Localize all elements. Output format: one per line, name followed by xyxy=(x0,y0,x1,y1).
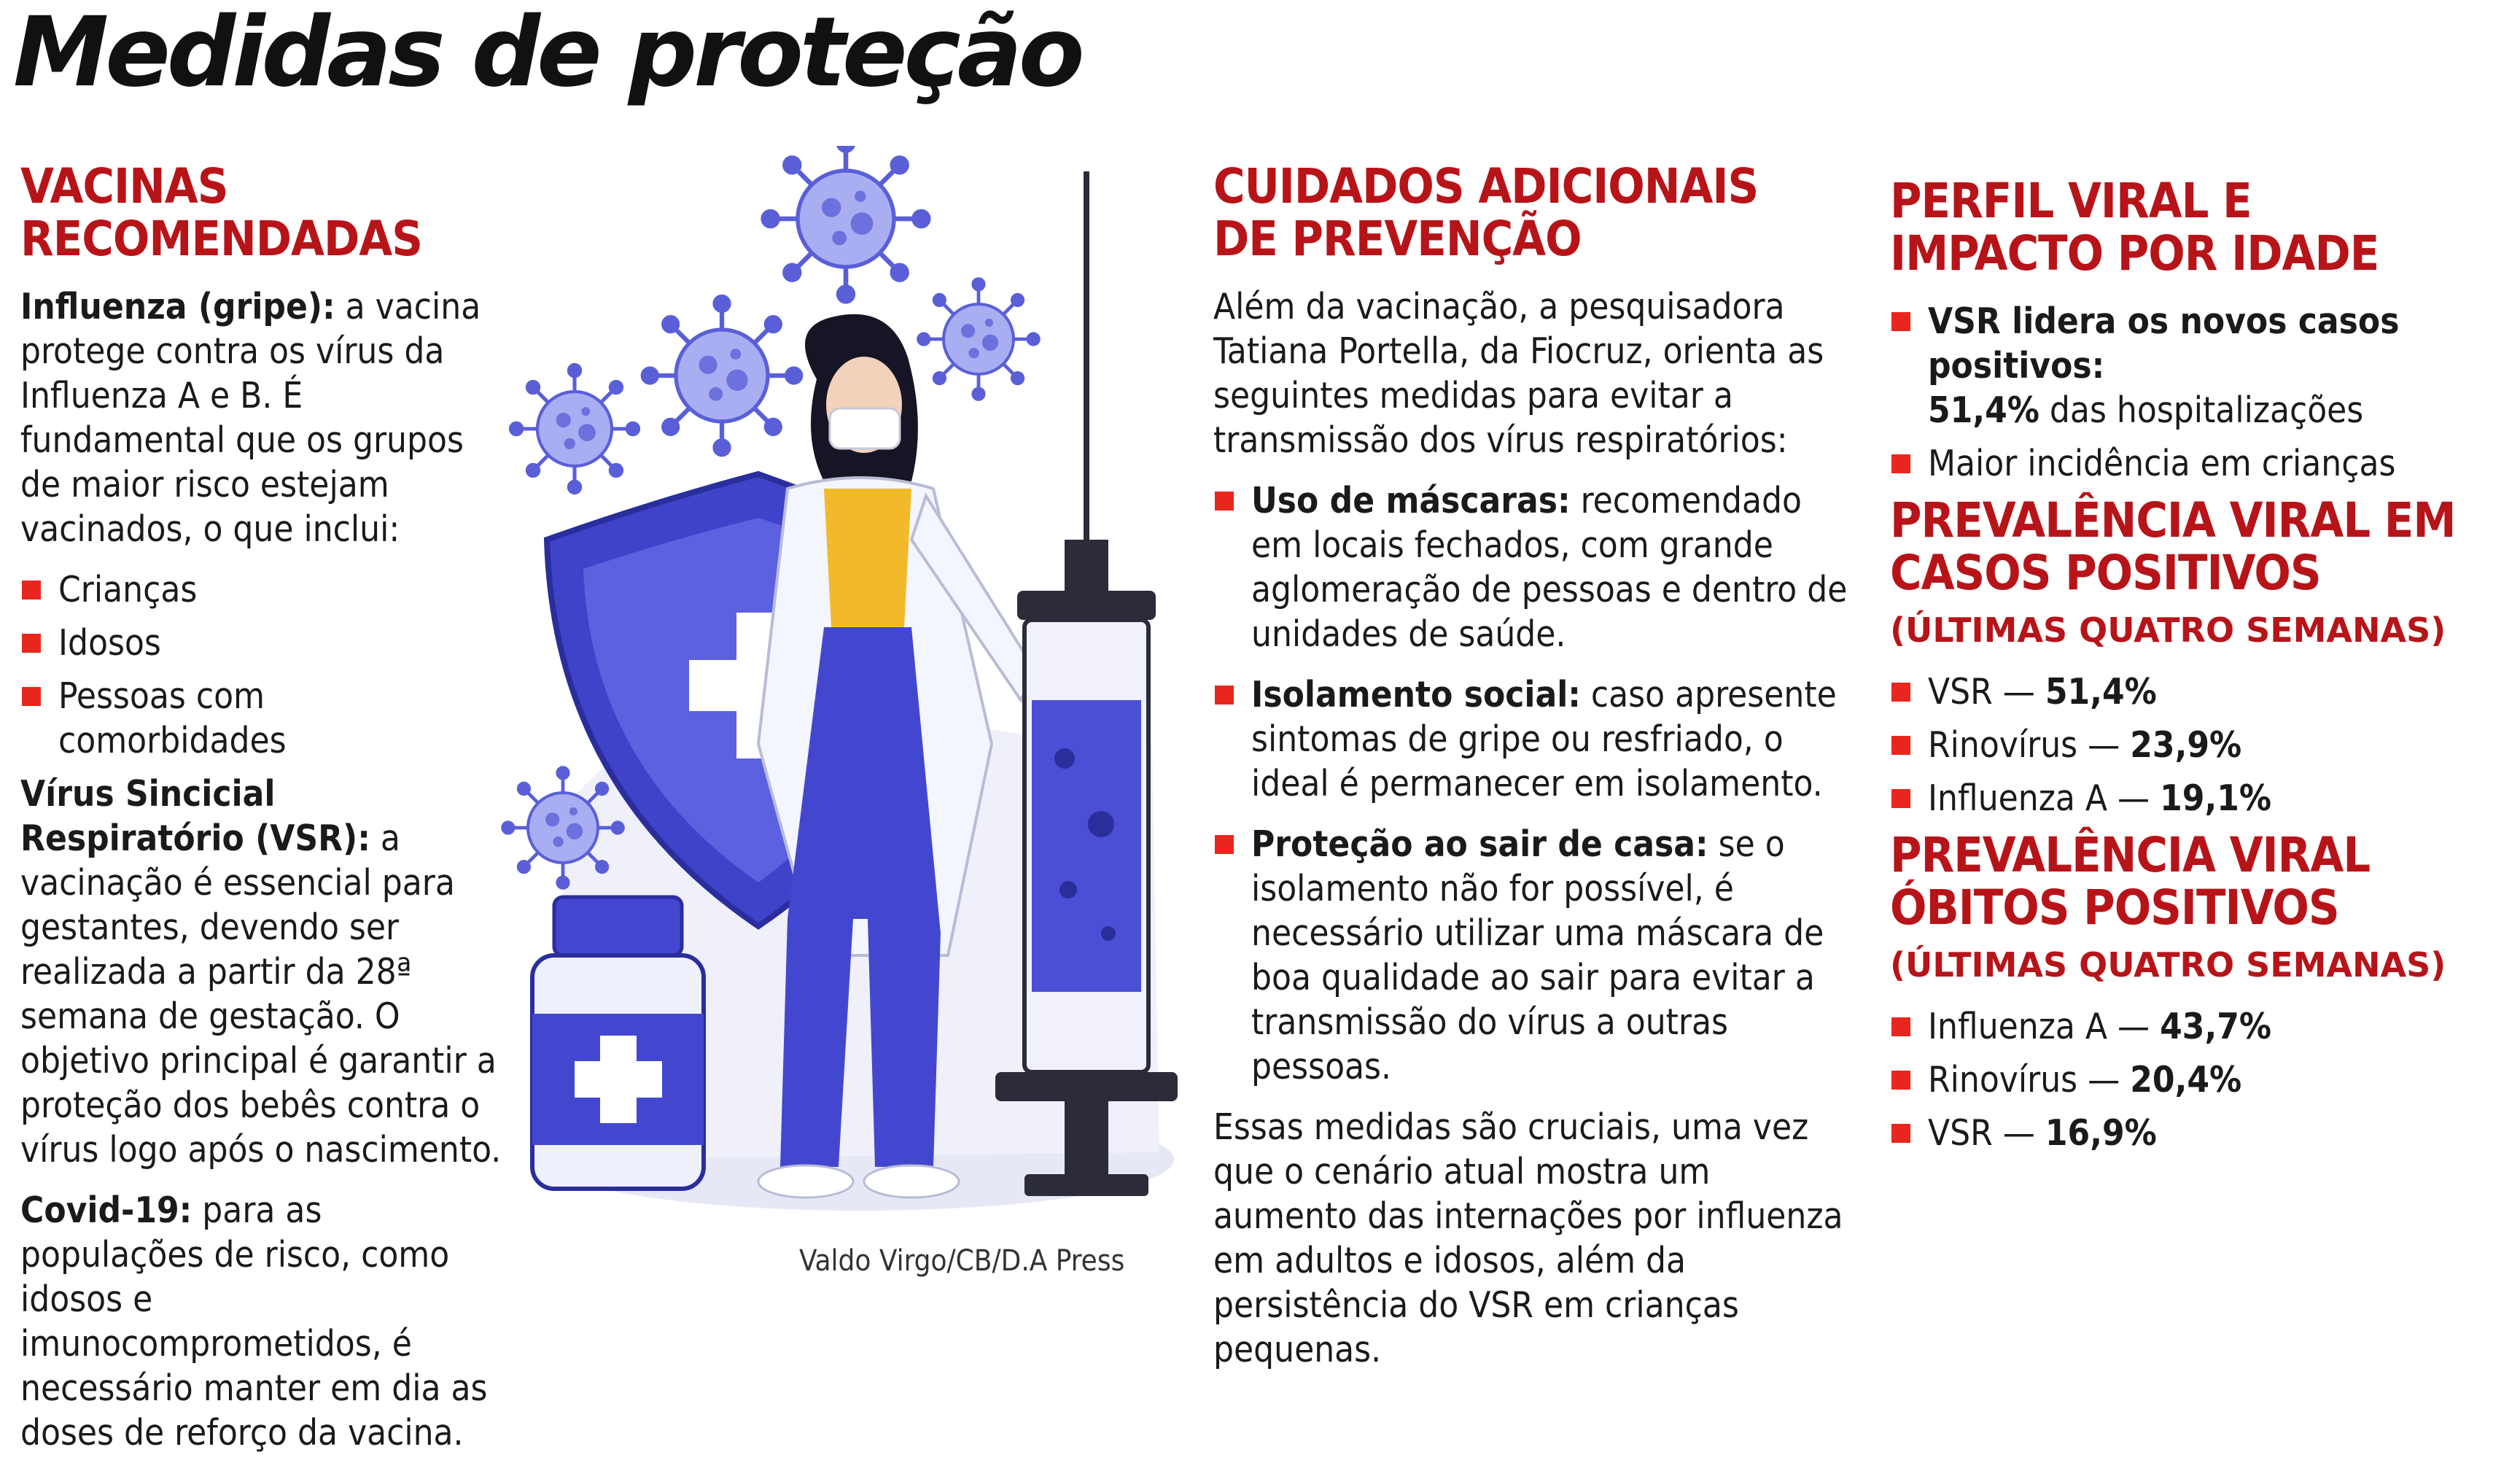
list-item: Pessoas com comorbidades xyxy=(20,674,502,763)
virus-icon xyxy=(919,279,1039,400)
vacinas-section xyxy=(20,160,502,1471)
list-item: VSR — 16,9% xyxy=(1890,1111,2502,1155)
list-item: Influenza A — 19,1% xyxy=(1890,776,2502,820)
perfil-list xyxy=(1890,299,2502,486)
syringe-icon xyxy=(995,171,1178,1196)
virus-icon xyxy=(510,365,638,492)
perfil-section xyxy=(1890,175,2502,1164)
vsr-paragraph: Vírus Sincicial Respiratório (VSR): a vacinação é essencial para gestantes, devendo ser realizada a partir da 28ª semana de gestação. O objetivo principal é garantir a proteção dos bebês contra o vírus logo após o nascimento. xyxy=(20,773,502,1171)
page-title: Medidas de proteção xyxy=(13,0,1081,109)
list-item: Idosos xyxy=(20,621,502,665)
cuidados-list xyxy=(1213,478,1855,1089)
obitos-heading: PREVALÊNCIA VIRAL ÓBITOS POSITIVOS xyxy=(1890,827,2371,936)
cuidados-heading: CUIDADOS ADICIONAIS DE PREVENÇÃO xyxy=(1213,158,1759,267)
cuidados-intro: Além da vacinação, a pesquisadora Tatiana Portella, da Fiocruz, orienta as seguintes medidas para evitar a transmissão dos vírus respiratórios: xyxy=(1213,286,1824,461)
vaccine-bottle-icon xyxy=(532,897,704,1189)
list-item: Influenza A — 43,7% xyxy=(1890,1004,2502,1049)
cuidados-section xyxy=(1213,160,1855,1388)
obitos-list xyxy=(1890,1004,2502,1155)
casos-subheading: (ÚLTIMAS QUATRO SEMANAS) xyxy=(1890,610,2446,650)
virus-icon xyxy=(503,768,623,888)
covid-paragraph: Covid-19: para as populações de risco, como idosos e imunocomprometidos, é necessário manter em dia as doses de reforço da vacina. xyxy=(20,1189,488,1453)
list-item: Uso de máscaras: recomendado em locais fechados, com grande aglomeração de pessoas e dentro de unidades de saúde. xyxy=(1213,478,1855,656)
vacinas-heading: VACINAS RECOMENDADAS xyxy=(20,158,422,267)
list-item: Rinovírus — 23,9% xyxy=(1890,723,2502,767)
virus-icon xyxy=(643,297,801,454)
list-item: Proteção ao sair de casa: se o isolamento não for possível, é necessário utilizar uma máscara de boa qualidade ao sair para evitar a transmissão do vírus a outras pessoas. xyxy=(1213,822,1855,1089)
list-item: Isolamento social: caso apresente sintomas de gripe ou resfriado, o ideal é permanecer em isolamento. xyxy=(1213,672,1855,806)
virus-icon xyxy=(763,146,929,301)
list-item: VSR lidera os novos casos positivos: 51,4% das hospitalizações xyxy=(1890,299,2502,432)
list-item: Maior incidência em crianças xyxy=(1890,441,2502,486)
cuidados-closing: Essas medidas são cruciais, uma vez que o cenário atual mostra um aumento das internações por influenza em adultos e idosos, além da persistência do VSR em crianças pequenas. xyxy=(1213,1106,1843,1370)
perfil-heading: PERFIL VIRAL E IMPACTO POR IDADE xyxy=(1890,173,2379,282)
list-item: Crianças xyxy=(20,567,502,612)
obitos-subheading: (ÚLTIMAS QUATRO SEMANAS) xyxy=(1890,945,2446,985)
list-item: Rinovírus — 20,4% xyxy=(1890,1057,2502,1102)
influenza-paragraph: Influenza (gripe): a vacina protege contra os vírus da Influenza A e B. É fundamental que os grupos de maior risco estejam vacinados, o que inclui: xyxy=(20,286,481,550)
casos-list xyxy=(1890,669,2502,820)
health-illustration xyxy=(481,146,1203,1276)
photo-credit: Valdo Virgo/CB/D.A Press xyxy=(799,1244,1125,1278)
risk-groups-list xyxy=(20,567,502,763)
casos-heading: PREVALÊNCIA VIRAL EM CASOS POSITIVOS xyxy=(1890,492,2456,601)
list-item: VSR — 51,4% xyxy=(1890,669,2502,714)
